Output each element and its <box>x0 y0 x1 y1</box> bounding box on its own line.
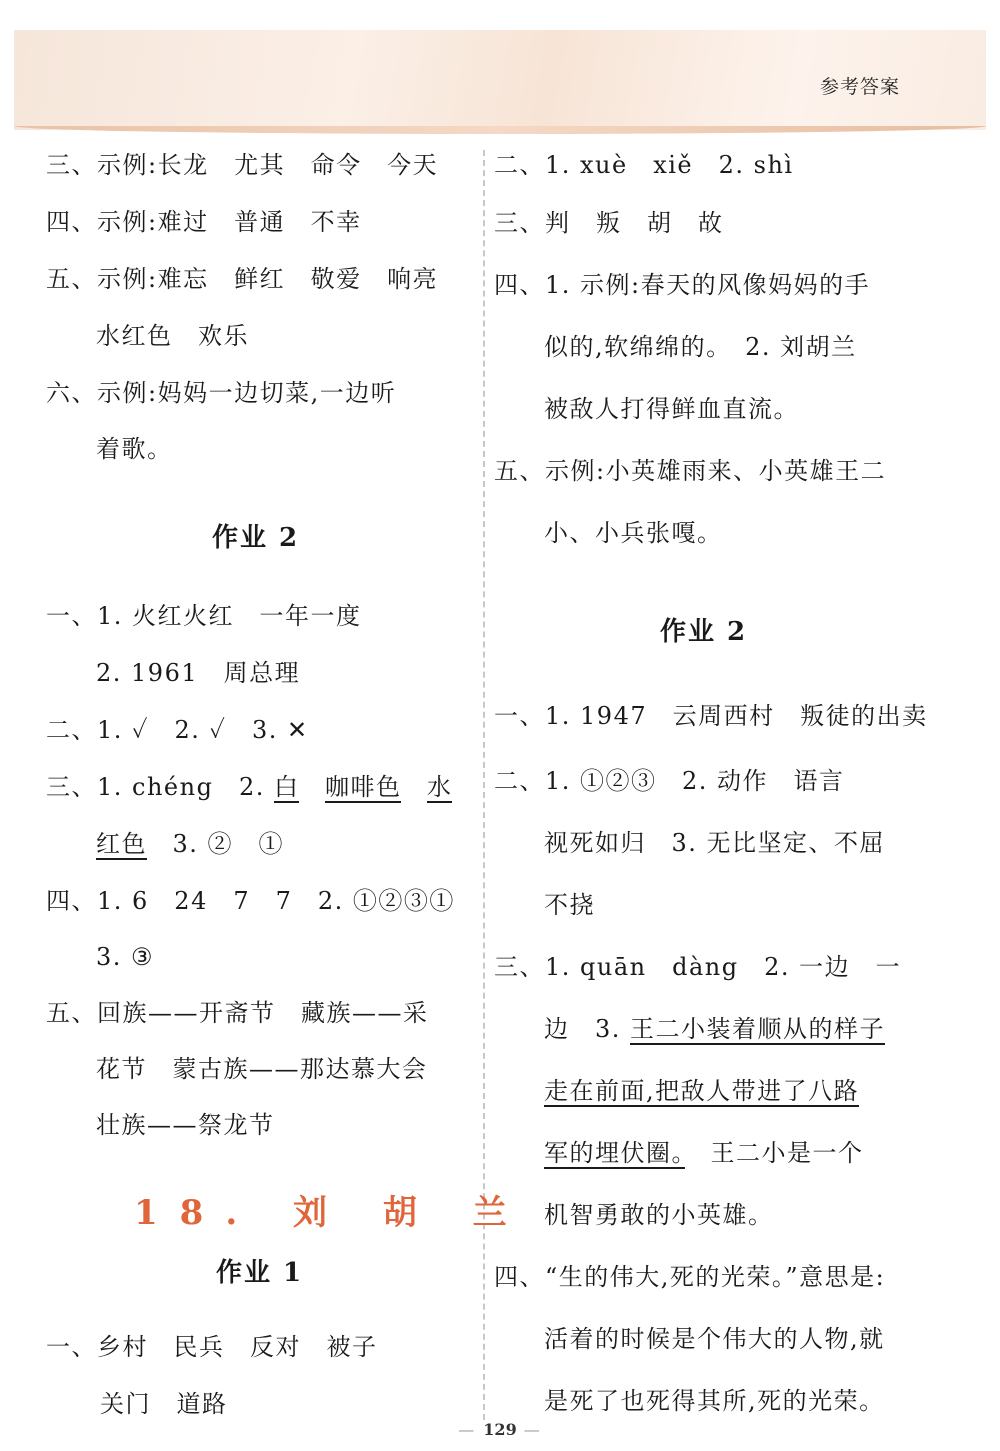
underlined-answer: 王二小装着顺从的样子 <box>630 1015 886 1043</box>
answer-line: 四、1. 示例:春天的风像妈妈的手 <box>494 271 871 299</box>
underlined-answer: 走在前面,把敌人带进了八路 <box>544 1077 860 1105</box>
answer-text: 王二小是一个 <box>685 1139 864 1167</box>
section-title: 作业 2 <box>212 523 300 553</box>
lesson-title: 18. 刘 胡 兰 <box>134 1193 529 1233</box>
answer-line: 2. 1961 周总理 <box>96 659 301 687</box>
answer-line <box>544 1076 859 1106</box>
answer-line: 活着的时候是个伟大的人物,就 <box>544 1325 885 1353</box>
underlined-answer: 水 <box>426 773 453 801</box>
answer-line: 五、回族——开斋节 藏族——采 <box>46 999 429 1027</box>
answer-line: 二、1. ①②③ 2. 动作 语言 <box>494 767 845 795</box>
answer-line: 小、小兵张嘎。 <box>544 519 723 547</box>
underlined-answer: 红色 <box>96 830 147 858</box>
answer-line <box>96 829 284 859</box>
answer-line: 四、“生的伟大,死的光荣。”意思是: <box>494 1263 886 1291</box>
answer-line: 二、1. xuè xiě 2. shì <box>494 151 794 179</box>
answer-line <box>544 1014 885 1044</box>
answer-line: 视死如归 3. 无比坚定、不屈 <box>544 829 886 857</box>
answer-line: 着歌。 <box>96 435 173 463</box>
answer-line: 一、1. 火红火红 一年一度 <box>46 602 362 630</box>
page-number-text: 129 <box>483 1420 517 1439</box>
answer-line: 花节 蒙古族——那达慕大会 <box>96 1055 428 1083</box>
answer-line: 四、示例:难过 普通 不幸 <box>46 208 362 236</box>
answer-text <box>299 773 325 801</box>
answer-text: 3. ② ① <box>147 830 285 858</box>
answer-line: 被敌人打得鲜血直流。 <box>544 395 799 423</box>
answer-line: 壮族——祭龙节 <box>96 1111 275 1139</box>
answer-line: 三、示例:长龙 尤其 命令 今天 <box>46 151 439 179</box>
answer-line: 水红色 欢乐 <box>96 322 249 350</box>
answer-text: 三、1. chéng 2. <box>46 773 274 801</box>
answer-line: 是死了也死得其所,死的光荣。 <box>544 1387 885 1415</box>
section-title: 作业 1 <box>216 1258 304 1288</box>
answer-line: 四、1. 6 24 7 7 2. ①②③① <box>46 887 455 915</box>
answer-line: 三、判 叛 胡 故 <box>494 209 724 237</box>
answer-line: 不挠 <box>544 891 595 919</box>
answer-line: 3. ③ <box>96 943 155 971</box>
answer-line <box>544 1138 864 1168</box>
answer-line: 似的,软绵绵的。 2. 刘胡兰 <box>544 333 857 361</box>
answer-line: 二、1. ✓ 2. ✓ 3. ✕ <box>46 716 309 744</box>
answer-line: 关门 道路 <box>100 1390 228 1418</box>
answer-text <box>401 773 427 801</box>
answer-text: 边 3. <box>544 1015 631 1043</box>
underlined-answer: 军的埋伏圈。 <box>544 1139 685 1167</box>
underlined-answer: 白 <box>273 773 300 801</box>
answer-line: 五、示例:小英雄雨来、小英雄王二 <box>494 457 887 485</box>
header-label: 参考答案 <box>819 76 900 98</box>
answer-line: 五、示例:难忘 鲜红 敬爱 响亮 <box>46 265 439 293</box>
page-number: — 129 — <box>458 1420 542 1439</box>
answer-line: 一、乡村 民兵 反对 被子 <box>46 1333 378 1361</box>
answer-line <box>46 772 452 802</box>
answer-line: 机智勇敢的小英雄。 <box>544 1201 774 1229</box>
answer-line: 一、1. 1947 云周西村 叛徒的出卖 <box>494 702 928 730</box>
answer-line: 六、示例:妈妈一边切菜,一边听 <box>46 379 397 407</box>
answer-line: 三、1. quān dàng 2. 一边 一 <box>494 953 902 981</box>
section-title: 作业 2 <box>660 617 748 647</box>
underlined-answer: 咖啡色 <box>324 773 402 801</box>
